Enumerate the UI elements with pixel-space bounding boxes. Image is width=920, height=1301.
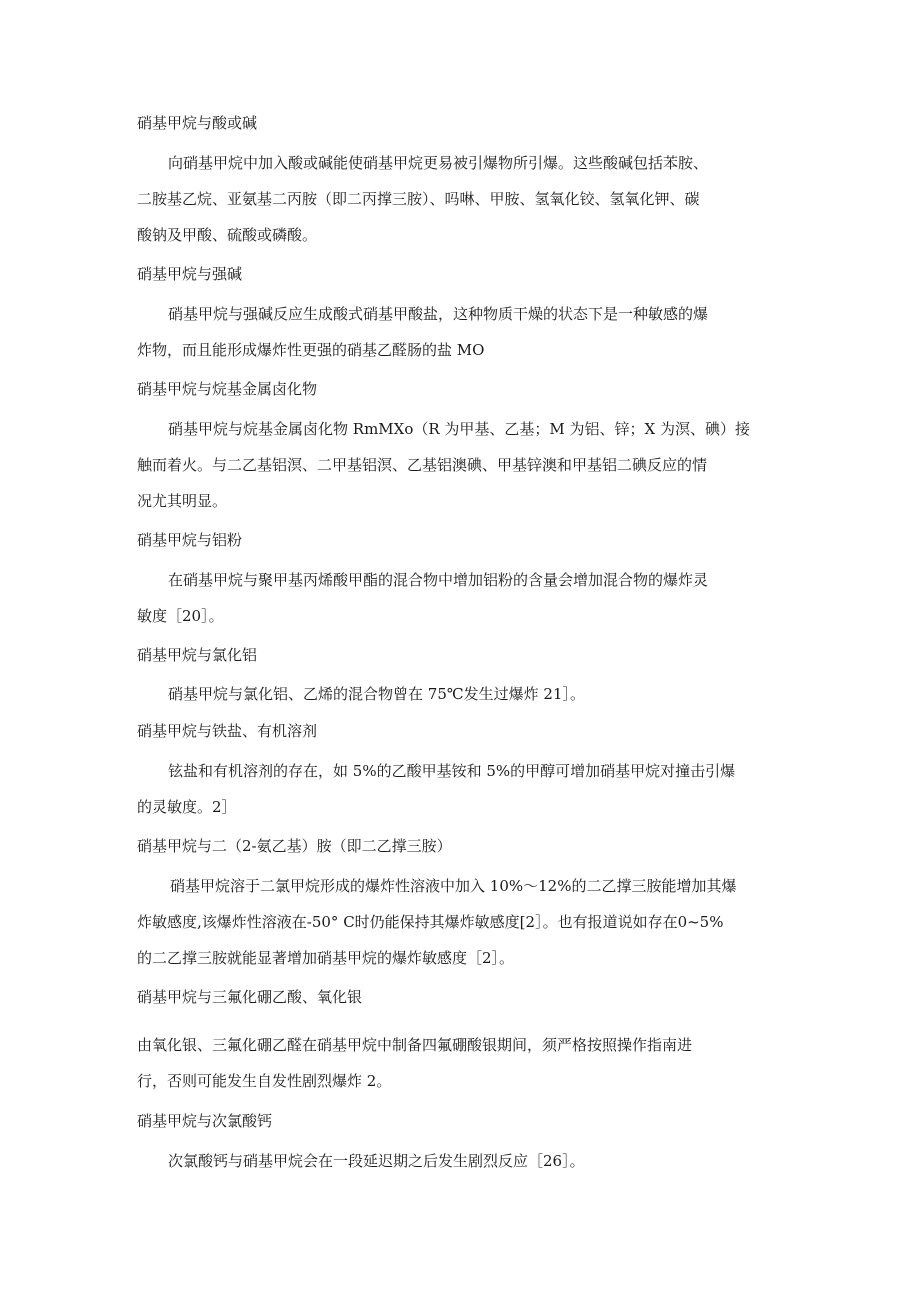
paragraph-line: 炸敏感度,该爆炸性溶液在-50° C时仍能保持其爆炸敏感度[2］。也有报道说如存在0~5%	[137, 913, 724, 931]
paragraph-line: 况尤其明显。	[137, 492, 228, 510]
paragraph-line: 炸物，而且能形成爆炸性更强的硝基乙醛肠的盐 MO	[137, 341, 485, 359]
paragraph-line: 硝基甲烷溶于二氯甲烷形成的爆炸性溶液中加入 10%～12%的二乙撑三胺能增加其爆	[170, 877, 737, 895]
section-heading: 硝基甲烷与氯化铝	[137, 646, 258, 664]
paragraph-line: 硝基甲烷与烷基金属卤化物 RmMXo（R 为甲基、乙基；M 为铝、锌；X 为溟、碘）接	[168, 420, 750, 438]
paragraph-line: 敏度［20］。	[137, 607, 224, 625]
paragraph-line: 行，否则可能发生自发性剧烈爆炸 2。	[137, 1072, 392, 1090]
section-heading: 硝基甲烷与三氟化硼乙酸、氧化银	[137, 988, 363, 1006]
paragraph-line: 铉盐和有机溶剂的存在，如 5%的乙酸甲基铵和 5%的甲醇可增加硝基甲烷对撞击引爆	[168, 762, 736, 780]
section-heading: 硝基甲烷与二（2-氨乙基）胺（即二乙撑三胺）	[137, 837, 452, 855]
paragraph-line: 在硝基甲烷与聚甲基丙烯酸甲酯的混合物中增加铝粉的含量会增加混合物的爆炸灵	[168, 571, 709, 589]
paragraph-line: 的二乙撑三胺就能显著增加硝基甲烷的爆炸敏感度［2］。	[137, 949, 515, 967]
section-heading: 硝基甲烷与酸或碱	[137, 114, 258, 132]
paragraph-line: 触而着火。与二乙基铝溟、二甲基铝溟、乙基铝澳碘、甲基锌澳和甲基铝二碘反应的情	[137, 456, 708, 474]
paragraph-line: 硝基甲烷与氯化铝、乙烯的混合物曾在 75℃发生过爆炸 21］。	[168, 685, 585, 703]
paragraph-line: 由氧化银、三氟化硼乙醛在硝基甲烷中制备四氟硼酸银期间，须严格按照操作指南进	[137, 1036, 693, 1054]
section-heading: 硝基甲烷与烷基金属卤化物	[137, 380, 318, 398]
paragraph-line: 二胺基乙烷、亚氨基二丙胺（即二丙撑三胺）、吗啉、甲胺、氢氧化铰、氢氧化钾、碳	[137, 190, 700, 208]
paragraph-line: 次氯酸钙与硝基甲烷会在一段延迟期之后发生剧烈反应［26］。	[168, 1152, 585, 1170]
section-heading: 硝基甲烷与强碱	[137, 265, 243, 283]
paragraph-line: 硝基甲烷与强碱反应生成酸式硝基甲酸盐，这种物质干燥的状态下是一种敏感的爆	[168, 305, 709, 323]
paragraph-line: 的灵敏度。2］	[137, 798, 237, 816]
section-heading: 硝基甲烷与铝粉	[137, 531, 243, 549]
paragraph-line: 酸钠及甲酸、硫酸或磷酸。	[137, 226, 318, 244]
section-heading: 硝基甲烷与次氯酸钙	[137, 1112, 273, 1130]
paragraph-line: 向硝基甲烷中加入酸或碱能使硝基甲烷更易被引爆物所引爆。这些酸碱包括苯胺、	[168, 154, 709, 172]
section-heading: 硝基甲烷与铁盐、有机溶剂	[137, 722, 318, 740]
